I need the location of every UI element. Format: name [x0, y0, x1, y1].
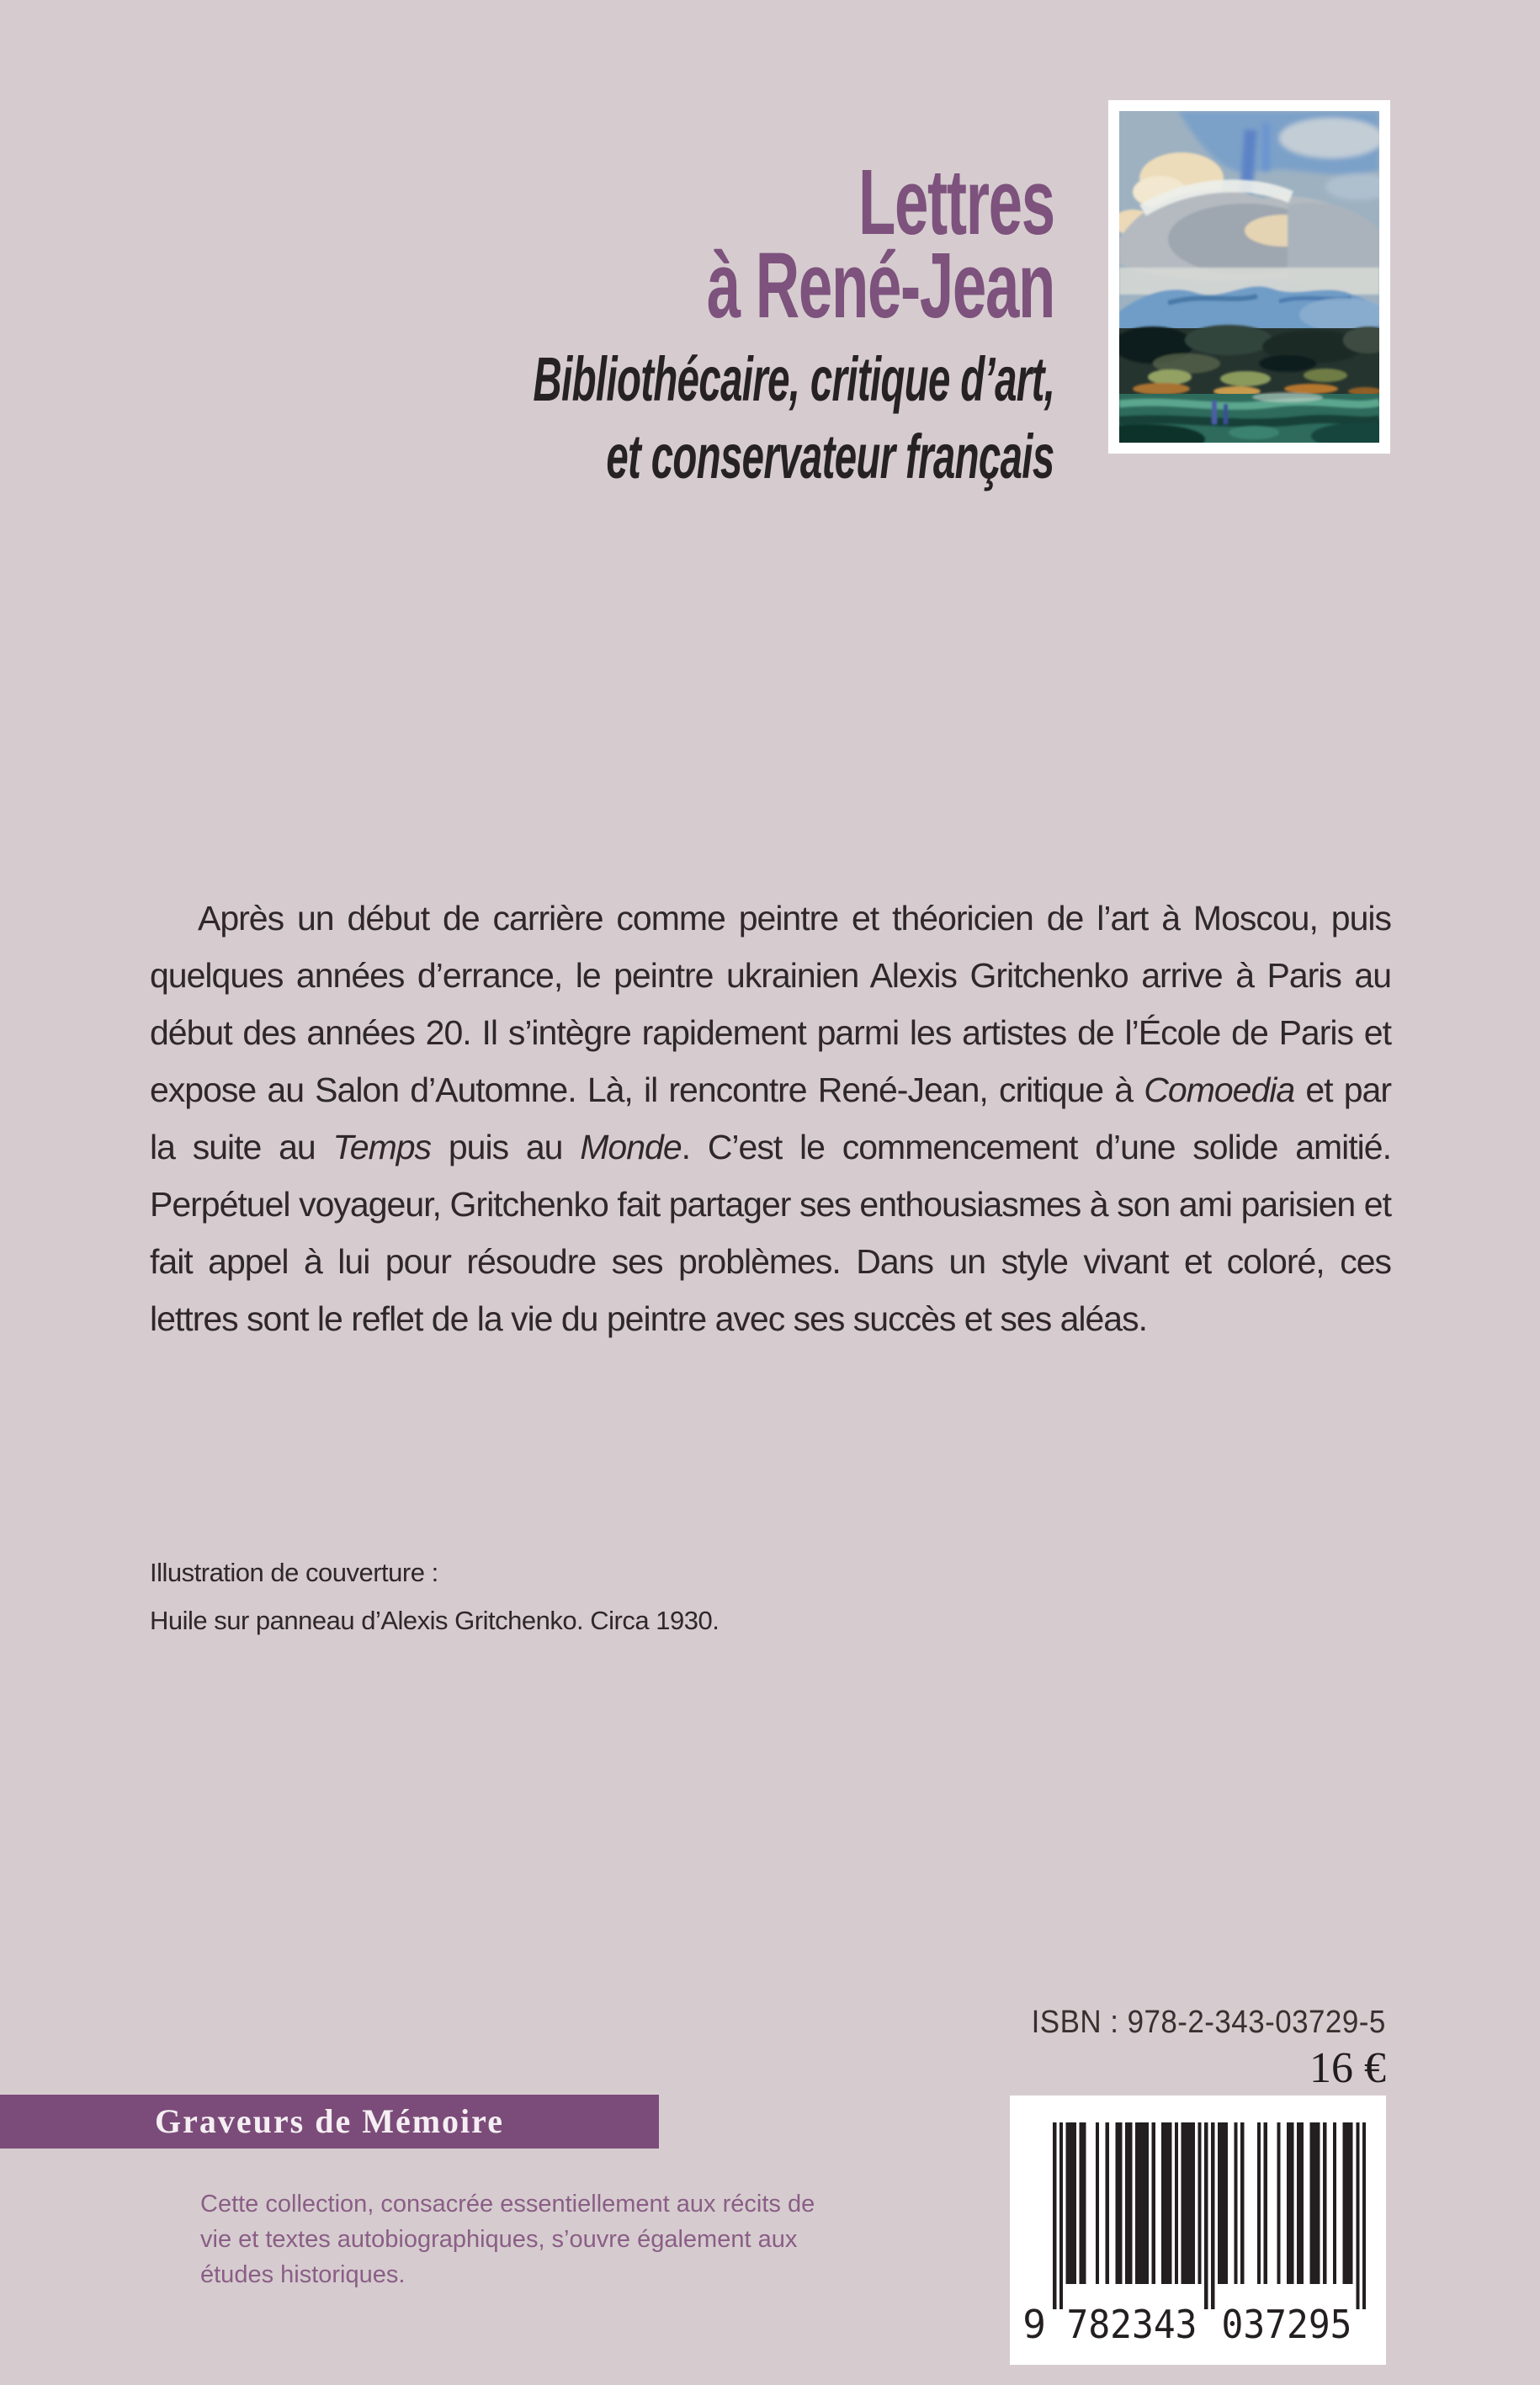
- cover-painting-thumbnail: [1108, 100, 1390, 454]
- back-cover-blurb: Après un début de carrière comme peintre et théoricien de l’art à Moscou, puis quelques années d’errance, le peintre ukrainien Alexis Gritchenko arrive à Paris au début des années 20. Il s’intègre rapidement parmi les artistes de l’École de Paris et expose au Salon d’Automne. Là, il rencontre René-Jean, critique à Comoedia et par la suite au Temps puis au Monde. C’est le commencement d’une solide amitié. Perpétuel voyageur, Gritchenko fait partager ses enthousiasmes à son ami parisien et fait appel à lui pour résoudre ses problèmes. Dans un style vivant et coloré, ces lettres sont le reflet de la vie du peintre avec ses succès et ses aléas.: [150, 899, 1391, 1338]
- price-label: 16 €: [1309, 2044, 1386, 2092]
- book-title-line-1: Lettres: [858, 151, 1054, 254]
- barcode-bars: [1019, 2122, 1366, 2348]
- book-subtitle-line-1: Bibliothécaire, critique d’art,: [533, 344, 1054, 414]
- collection-banner: Graveurs de Mémoire: [0, 2095, 659, 2149]
- illustration-credit: [150, 1548, 719, 1644]
- barcode-digits: 782343: [1066, 2302, 1197, 2347]
- painting-image: [1119, 111, 1379, 443]
- book-subtitle-line-2: et conservateur français: [606, 422, 1054, 491]
- collection-description: Cette collection, consacrée essentiellement aux récits de vie et textes autobiographiques, s’ouvre également aux études historiques.: [200, 2191, 815, 2288]
- barcode-digits: 9: [1022, 2302, 1046, 2347]
- illustration-credit-line-1: Illustration de couverture :: [150, 1558, 438, 1587]
- isbn-label: ISBN : 978-2-343-03729-5: [1031, 2005, 1386, 2040]
- book-title-line-2: à René-Jean: [706, 234, 1054, 337]
- barcode: [1010, 2096, 1386, 2365]
- barcode-digits: 037295: [1221, 2302, 1352, 2347]
- illustration-credit-line-2: Huile sur panneau d’Alexis Gritchenko. Circa 1930.: [150, 1606, 720, 1635]
